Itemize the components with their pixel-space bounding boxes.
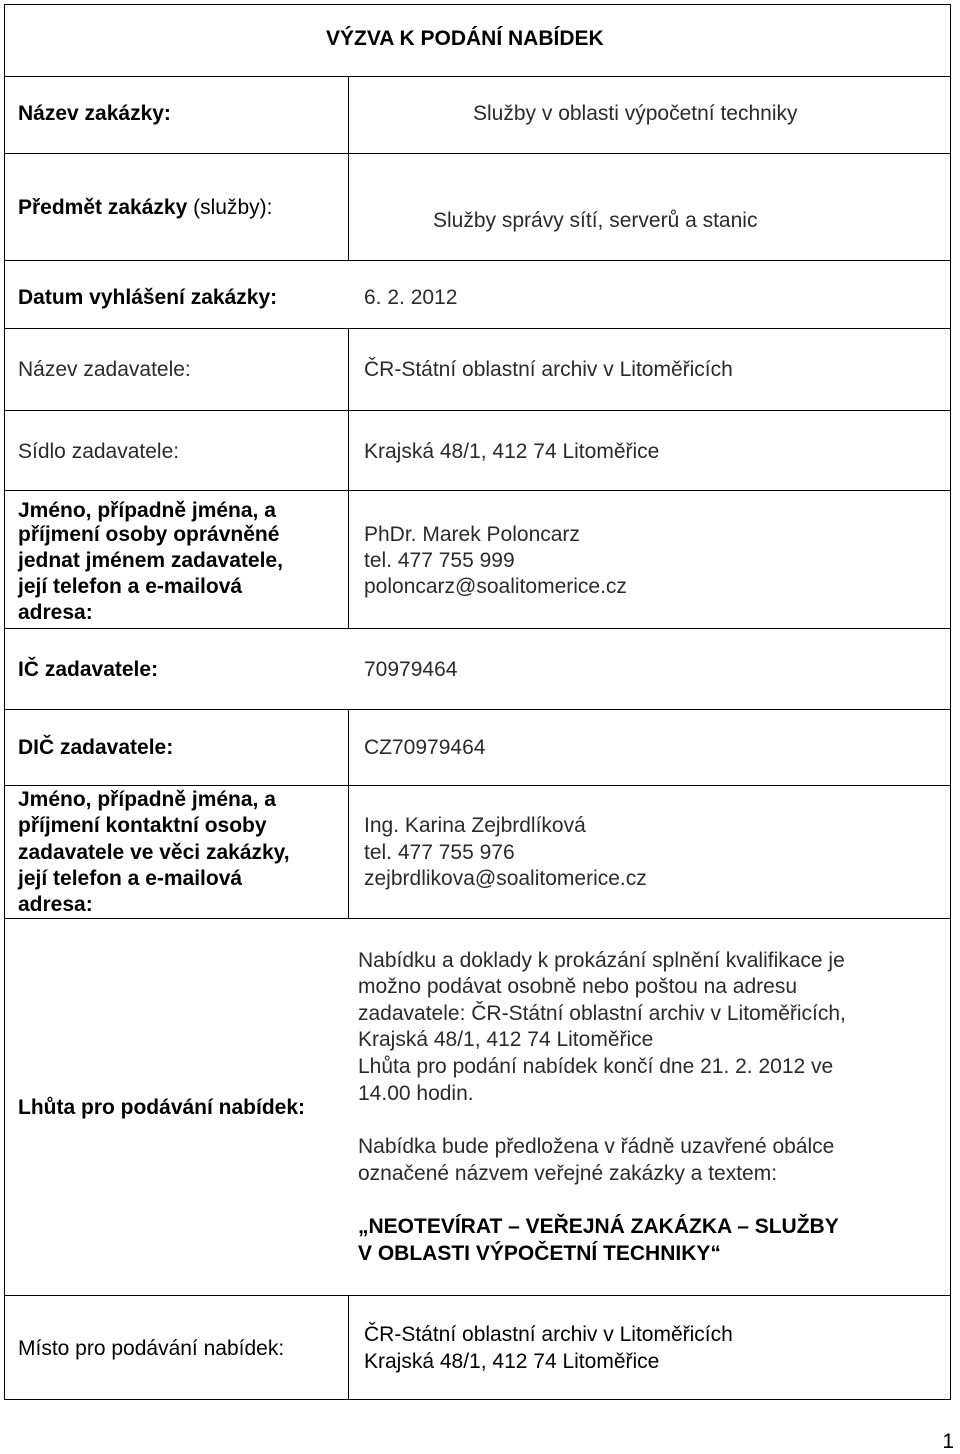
column-divider xyxy=(348,1295,349,1400)
contract-name-label: Název zakázky: xyxy=(18,102,171,125)
contract-subject-label-bold: Předmět zakázky xyxy=(18,196,188,219)
contract-subject-label-rest: (služby): xyxy=(187,196,273,219)
contact-person-label-line: adresa: xyxy=(18,893,93,916)
contracting-authority-value: ČR-Státní oblastní archiv v Litoměřicích xyxy=(364,358,733,381)
announcement-date-label: Datum vyhlášení zakázky: xyxy=(18,286,278,309)
row-divider xyxy=(4,709,951,710)
authority-seat-label: Sídlo zadavatele: xyxy=(18,440,180,463)
deadline-text-line: 14.00 hodin. xyxy=(358,1082,474,1105)
deadline-text-line: zadavatele: ČR-Státní oblastní archiv v Litoměřicích, xyxy=(358,1002,846,1025)
row-divider xyxy=(4,328,951,329)
authorized-person-label-line: jednat jménem zadavatele, xyxy=(18,549,283,572)
authorized-person-email: poloncarz@soalitomerice.cz xyxy=(364,575,627,598)
envelope-label-text: V OBLASTI VÝPOČETNÍ TECHNIKY“ xyxy=(358,1242,721,1265)
vat-id-label: DIČ zadavatele: xyxy=(18,736,174,759)
deadline-text-line: možno podávat osobně nebo poštou na adresu xyxy=(358,975,798,998)
contact-person-label-line: příjmení kontaktní osoby xyxy=(18,814,267,837)
envelope-text-line: Nabídka bude předložena v řádně uzavřené obálce xyxy=(358,1135,835,1158)
contact-person-name: Ing. Karina Zejbrdlíková xyxy=(364,814,586,837)
row-divider xyxy=(4,153,951,154)
contact-person-label-line: zadavatele ve věci zakázky, xyxy=(18,841,290,864)
row-divider xyxy=(4,410,951,411)
authorized-person-label-line: Jméno, případně jména, a xyxy=(18,499,276,522)
column-divider xyxy=(348,328,349,628)
submission-place-value-line: Krajská 48/1, 412 74 Litoměřice xyxy=(364,1350,660,1373)
contact-person-email: zejbrdlikova@soalitomerice.cz xyxy=(364,867,647,890)
row-divider xyxy=(4,490,951,491)
contact-person-phone: tel. 477 755 976 xyxy=(364,841,515,864)
envelope-text-line: označené názvem veřejné zakázky a textem: xyxy=(358,1162,778,1185)
row-divider xyxy=(4,1295,951,1296)
column-divider xyxy=(348,76,349,260)
row-divider xyxy=(4,76,951,77)
authorized-person-label-line: příjmení osoby oprávněné xyxy=(18,523,280,546)
row-divider xyxy=(4,628,951,629)
announcement-date-value: 6. 2. 2012 xyxy=(364,286,458,309)
authority-seat-value: Krajská 48/1, 412 74 Litoměřice xyxy=(364,440,660,463)
contact-person-label-line: Jméno, případně jména, a xyxy=(18,788,276,811)
deadline-text-line: Krajská 48/1, 412 74 Litoměřice xyxy=(358,1028,654,1051)
deadline-text-line: Nabídku a doklady k prokázání splnění kvalifikace je xyxy=(358,949,845,972)
row-divider xyxy=(4,260,951,261)
row-divider xyxy=(4,918,951,919)
envelope-label-text: „NEOTEVÍRAT – VEŘEJNÁ ZAKÁZKA – SLUŽBY xyxy=(358,1215,839,1238)
submission-place-value-line: ČR-Státní oblastní archiv v Litoměřicích xyxy=(364,1323,733,1346)
column-divider xyxy=(348,709,349,918)
deadline-text-line: Lhůta pro podání nabídek končí dne 21. 2. 2012 ve xyxy=(358,1055,834,1078)
company-id-value: 70979464 xyxy=(364,658,458,681)
contract-subject-value: Služby správy sítí, serverů a stanic xyxy=(433,209,758,232)
contact-person-label-line: její telefon a e-mailová xyxy=(18,867,243,890)
page-title: VÝZVA K PODÁNÍ NABÍDEK xyxy=(326,27,604,50)
vat-id-value: CZ70979464 xyxy=(364,736,486,759)
page-number: 1 xyxy=(942,1430,954,1453)
authorized-person-label-line: adresa: xyxy=(18,601,93,624)
submission-place-label: Místo pro podávání nabídek: xyxy=(18,1337,285,1360)
deadline-label: Lhůta pro podávání nabídek: xyxy=(18,1096,306,1119)
contract-name-value: Služby v oblasti výpočetní techniky xyxy=(473,102,798,125)
authorized-person-label-line: její telefon a e-mailová xyxy=(18,575,243,598)
contracting-authority-label: Název zadavatele: xyxy=(18,358,191,381)
authorized-person-phone: tel. 477 755 999 xyxy=(364,549,515,572)
contract-subject-label xyxy=(18,194,272,221)
company-id-label: IČ zadavatele: xyxy=(18,658,159,681)
authorized-person-name: PhDr. Marek Poloncarz xyxy=(364,523,580,546)
